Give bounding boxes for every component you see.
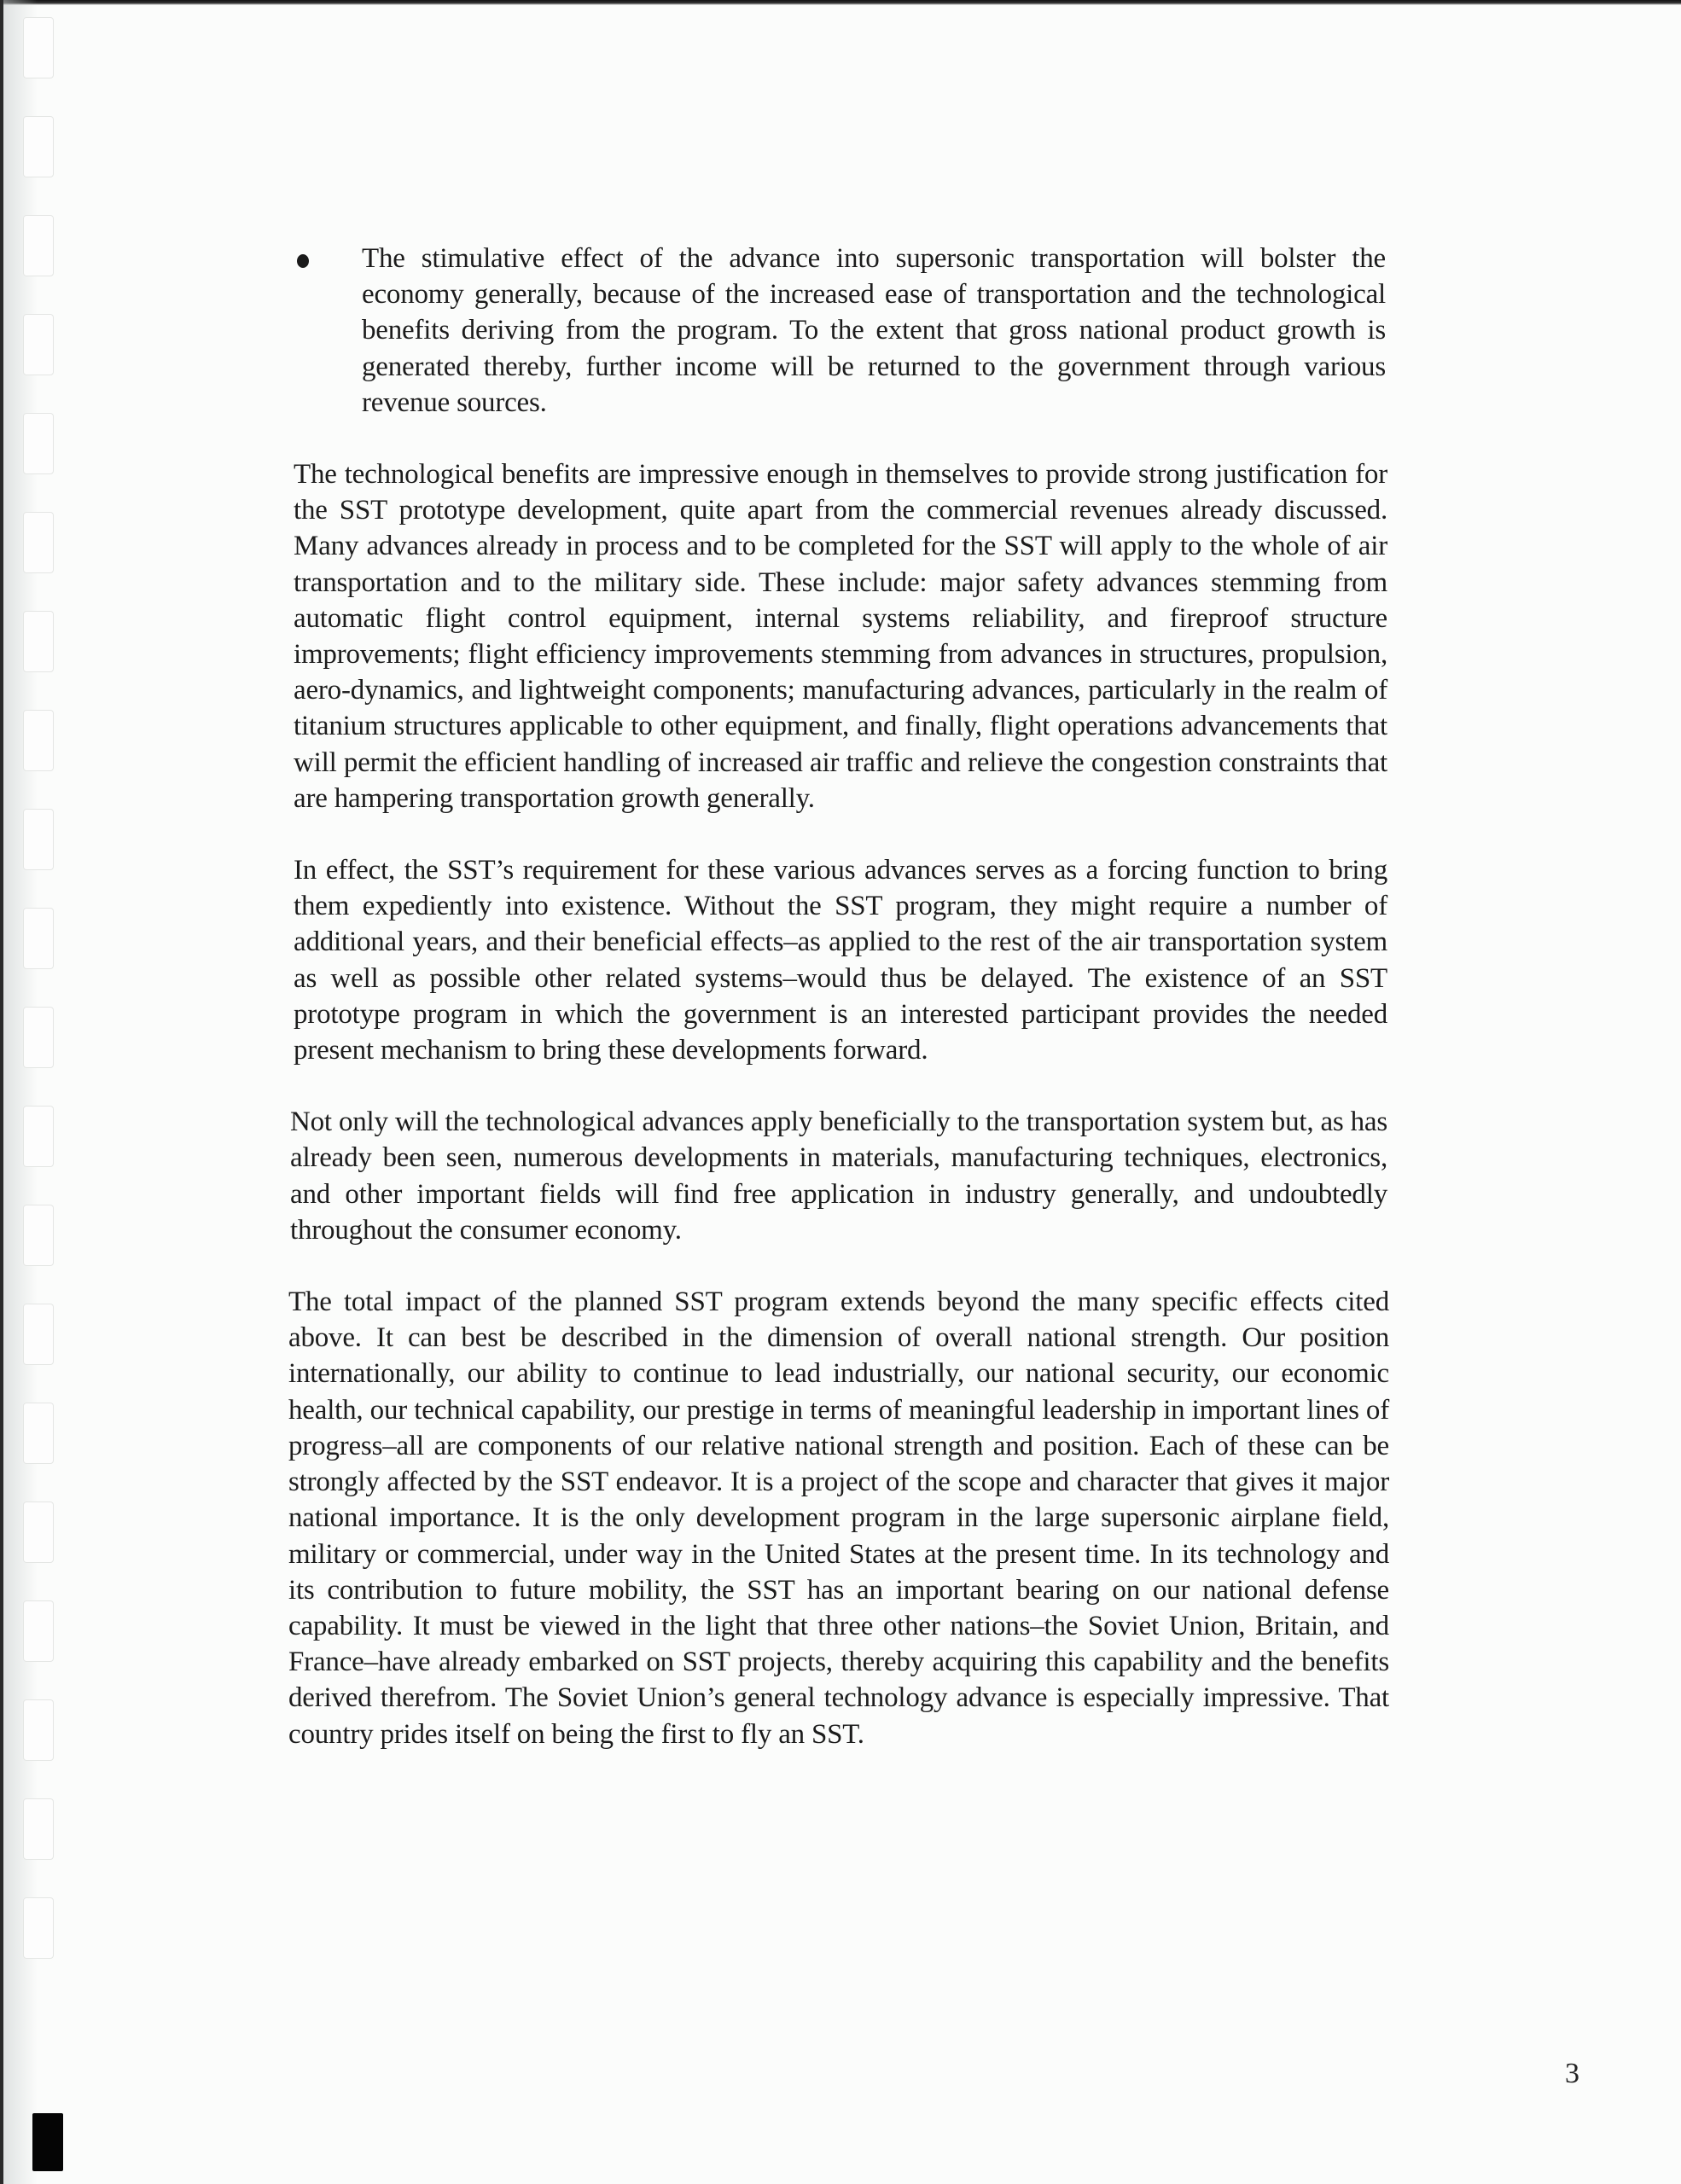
binder-hole (23, 1897, 54, 1959)
binder-hole (23, 1403, 54, 1464)
binder-hole (23, 1205, 54, 1266)
page-number: 3 (1565, 2058, 1579, 2089)
paragraph-industry-application: Not only will the technological advances apply beneficially to the transportation system but, as has already been seen, numerous developments in materials, manufacturing techniques, electronics, and other important fields will find free application in industry generally, and undoubtedly throughout the consumer economy. (290, 1107, 1387, 1246)
binder-hole (23, 710, 54, 771)
black-tab-marker (32, 2113, 63, 2171)
binder-hole (23, 611, 54, 672)
binder-hole (23, 413, 54, 474)
binder-hole (23, 1600, 54, 1662)
bullet-dot-icon (297, 254, 309, 268)
paragraph-technological-benefits: The technological benefits are impressive enough in themselves to provide strong justification for the SST prototype development, quite apart from the commercial revenues already discussed. Many advances already in process and to be completed for the SST will apply to the whole of air transportation and to the military side. These include: major safety advances stemming from automatic flight control equipment, internal systems reliability, and fireproof structure improvements; flight efficiency improvements stemming from advances in structures, propulsion, aero-dynamics, and lightweight components; manufacturing advances, particularly in the realm of titanium structures applicable to other equipment, and finally, flight operations advancements that will permit the efficient handling of increased air traffic and relieve the congestion constraints that are hampering transportation growth generally. (294, 459, 1387, 814)
binder-hole (23, 215, 54, 276)
binder-hole (23, 1007, 54, 1068)
paragraph-national-strength: The total impact of the planned SST program extends beyond the many specific effects cited above. It can best be described in the dimension of overall national strength. Our position internationally, our ability to continue to lead industrially, our national security, our economic health, our technical capability, our prestige in terms of meaningful leadership in important lines of progress–all are components of our relative national strength and position. Each of these can be strongly affected by the SST endeavor. It is a project of the scope and character that gives it major national importance. It is the only development program in the large supersonic airplane field, military or commercial, under way in the United States at the present time. In its technology and its contribution to future mobility, the SST has an important bearing on our national defense capability. It must be viewed in the light that three other nations–the Soviet Union, Britain, and France–have already embarked on SST projects, thereby acquiring this capability and the benefits derived therefrom. The Soviet Union’s general technology advance is especially impressive. That country prides itself on being the first to fly an SST. (288, 1287, 1389, 1750)
scan-top-edge (0, 0, 1681, 5)
binder-hole (23, 116, 54, 177)
binder-hole (23, 1106, 54, 1167)
bullet-item (297, 241, 1387, 421)
binder-hole (23, 809, 54, 870)
page-content (288, 241, 1389, 1788)
binder-hole (23, 1798, 54, 1860)
binder-hole (23, 1304, 54, 1365)
bullet-text: The stimulative effect of the advance into supersonic transportation will bolster the economy generally, because of the increased ease of transportation and the technological benefits deriving from the program. To the extent that gross national product growth is generated thereby, further income will be returned to the government through various revenue sources. (362, 243, 1386, 418)
binder-hole (23, 1699, 54, 1761)
binder-hole (23, 314, 54, 375)
binder-hole (23, 17, 54, 78)
binder-hole (23, 908, 54, 969)
paragraph-forcing-function: In effect, the SST’s requirement for these various advances serves as a forcing function to bring them expediently into existence. Without the SST program, they might require a number of additional years, and their beneficial effects–as applied to the rest of the air transportation system as well as possible other related systems–would thus be delayed. The existence of an SST prototype program in which the government is an interested participant provides the needed present mechanism to bring these developments forward. (294, 855, 1387, 1066)
binder-hole (23, 512, 54, 573)
binder-hole (23, 1502, 54, 1563)
